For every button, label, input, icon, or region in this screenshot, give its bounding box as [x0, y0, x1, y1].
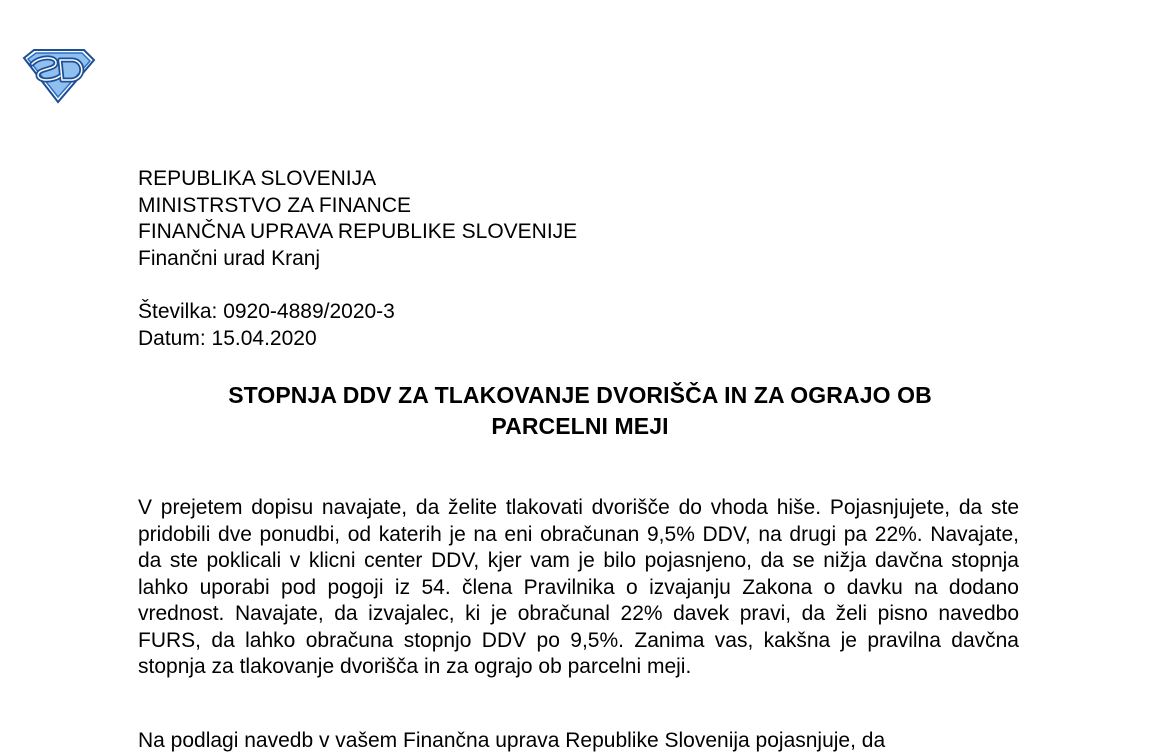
document-number: Številka: 0920-4889/2020-3: [138, 300, 395, 323]
document-meta: [138, 299, 395, 352]
issuer-administration: FINANČNA UPRAVA REPUBLIKE SLOVENIJE: [138, 220, 578, 243]
document-title-line-1: STOPNJA DDV ZA TLAKOVANJE DVORIŠČA IN ZA OGRAJO OB: [228, 382, 932, 408]
document-title-line-2: PARCELNI MEJI: [491, 413, 669, 439]
issuer-ministry: MINISTRSTVO ZA FINANCE: [138, 193, 412, 217]
document-title: [140, 380, 1020, 442]
body-paragraph-1: V prejetem dopisu navajate, da želite tlakovati dvorišče do vhoda hiše. Pojasnjujete, da ste pridobili dve ponudbi, od katerih je na eni obračunan 9,5% DDV, na drugi pa 22%. Navajate, da ste poklicali v klicni center DDV, kjer vam je bilo pojasnjeno, da se nižja davčna stopnja lahko uporabi pod pogoji iz 54. člena Pravilnika o izvajanju Zakona o davku na dodano vrednost. Navajate, da izvajalec, ki je obračunal 22% davek pravi, da želi pisno navedbo FURS, da lahko obračuna stopnjo DDV po 9,5%. Zanima vas, kakšna je pravilna davčna stopnja za tlakovanje dvorišča in za ograjo ob parcelni meji.: [138, 496, 1019, 678]
issuer-country: REPUBLIKA SLOVENIJA: [138, 167, 377, 190]
body-paragraph-2: Na podlagi navedb v vašem Finančna uprava Republike Slovenija pojasnjuje, da: [138, 729, 886, 752]
issuer-office: Finančni urad Kranj: [138, 246, 321, 270]
issuer-block: [138, 166, 577, 272]
document-date: Datum: 15.04.2020: [138, 326, 317, 350]
sd-shield-logo-icon: [22, 48, 96, 104]
